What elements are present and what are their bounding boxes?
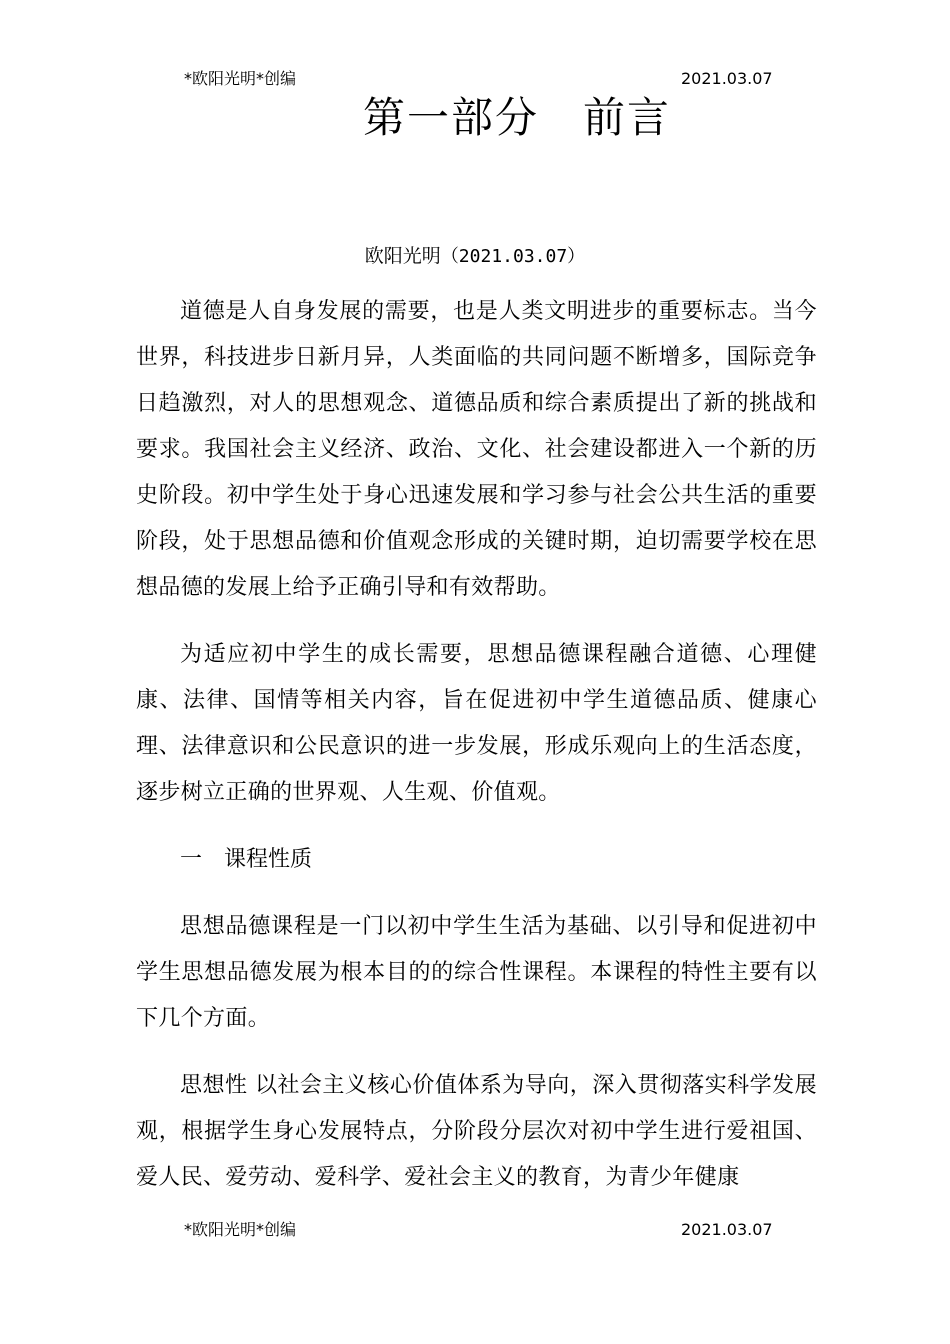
footer-author: *欧阳光明*创编 [184,1220,297,1239]
paragraph-2: 为适应初中学生的成长需要，思想品德课程融合道德、心理健康、法律、国情等相关内容，旨在促进初中学生道德品质、健康心理、法律意识和公民意识的进一步发展，形成乐观向上的生活态度，逐步树立正确的世界观、人生观、价值观。 [136,642,817,805]
author-line [0,243,950,270]
footer-date: 2021.03.07 [681,1220,773,1239]
page-title: 第一部分 前言 [362,93,671,142]
author-name: 欧阳光明 [364,245,441,267]
header-author: *欧阳光明*创编 [184,69,297,88]
paragraph-1: 道德是人自身发展的需要，也是人类文明进步的重要标志。当今世界，科技进步日新月异，人类面临的共同问题不断增多，国际竞争日趋激烈，对人的思想观念、道德品质和综合素质提出了新的挑战和要求。我国社会主义经济、政治、文化、社会建设都进入一个新的历史阶段。初中学生处于身心迅速发展和学习参与社会公共生活的重要阶段，处于思想品德和价值观念形成的关键时期，迫切需要学校在思想品德的发展上给予正确引导和有效帮助。 [136,299,817,600]
author-date: （2021.03.07） [440,246,586,267]
section-heading: 一 课程性质 [180,847,313,872]
paragraph-4: 思想性 以社会主义核心价值体系为导向，深入贯彻落实科学发展观，根据学生身心发展特点，分阶段分层次对初中学生进行爱祖国、爱人民、爱劳动、爱科学、爱社会主义的教育，为青少年健康 [136,1073,817,1190]
document-body [136,289,817,1222]
paragraph-3: 思想品德课程是一门以初中学生生活为基础、以引导和促进初中学生思想品德发展为根本目的的综合性课程。本课程的特性主要有以下几个方面。 [136,914,817,1031]
header-date: 2021.03.07 [681,69,773,88]
